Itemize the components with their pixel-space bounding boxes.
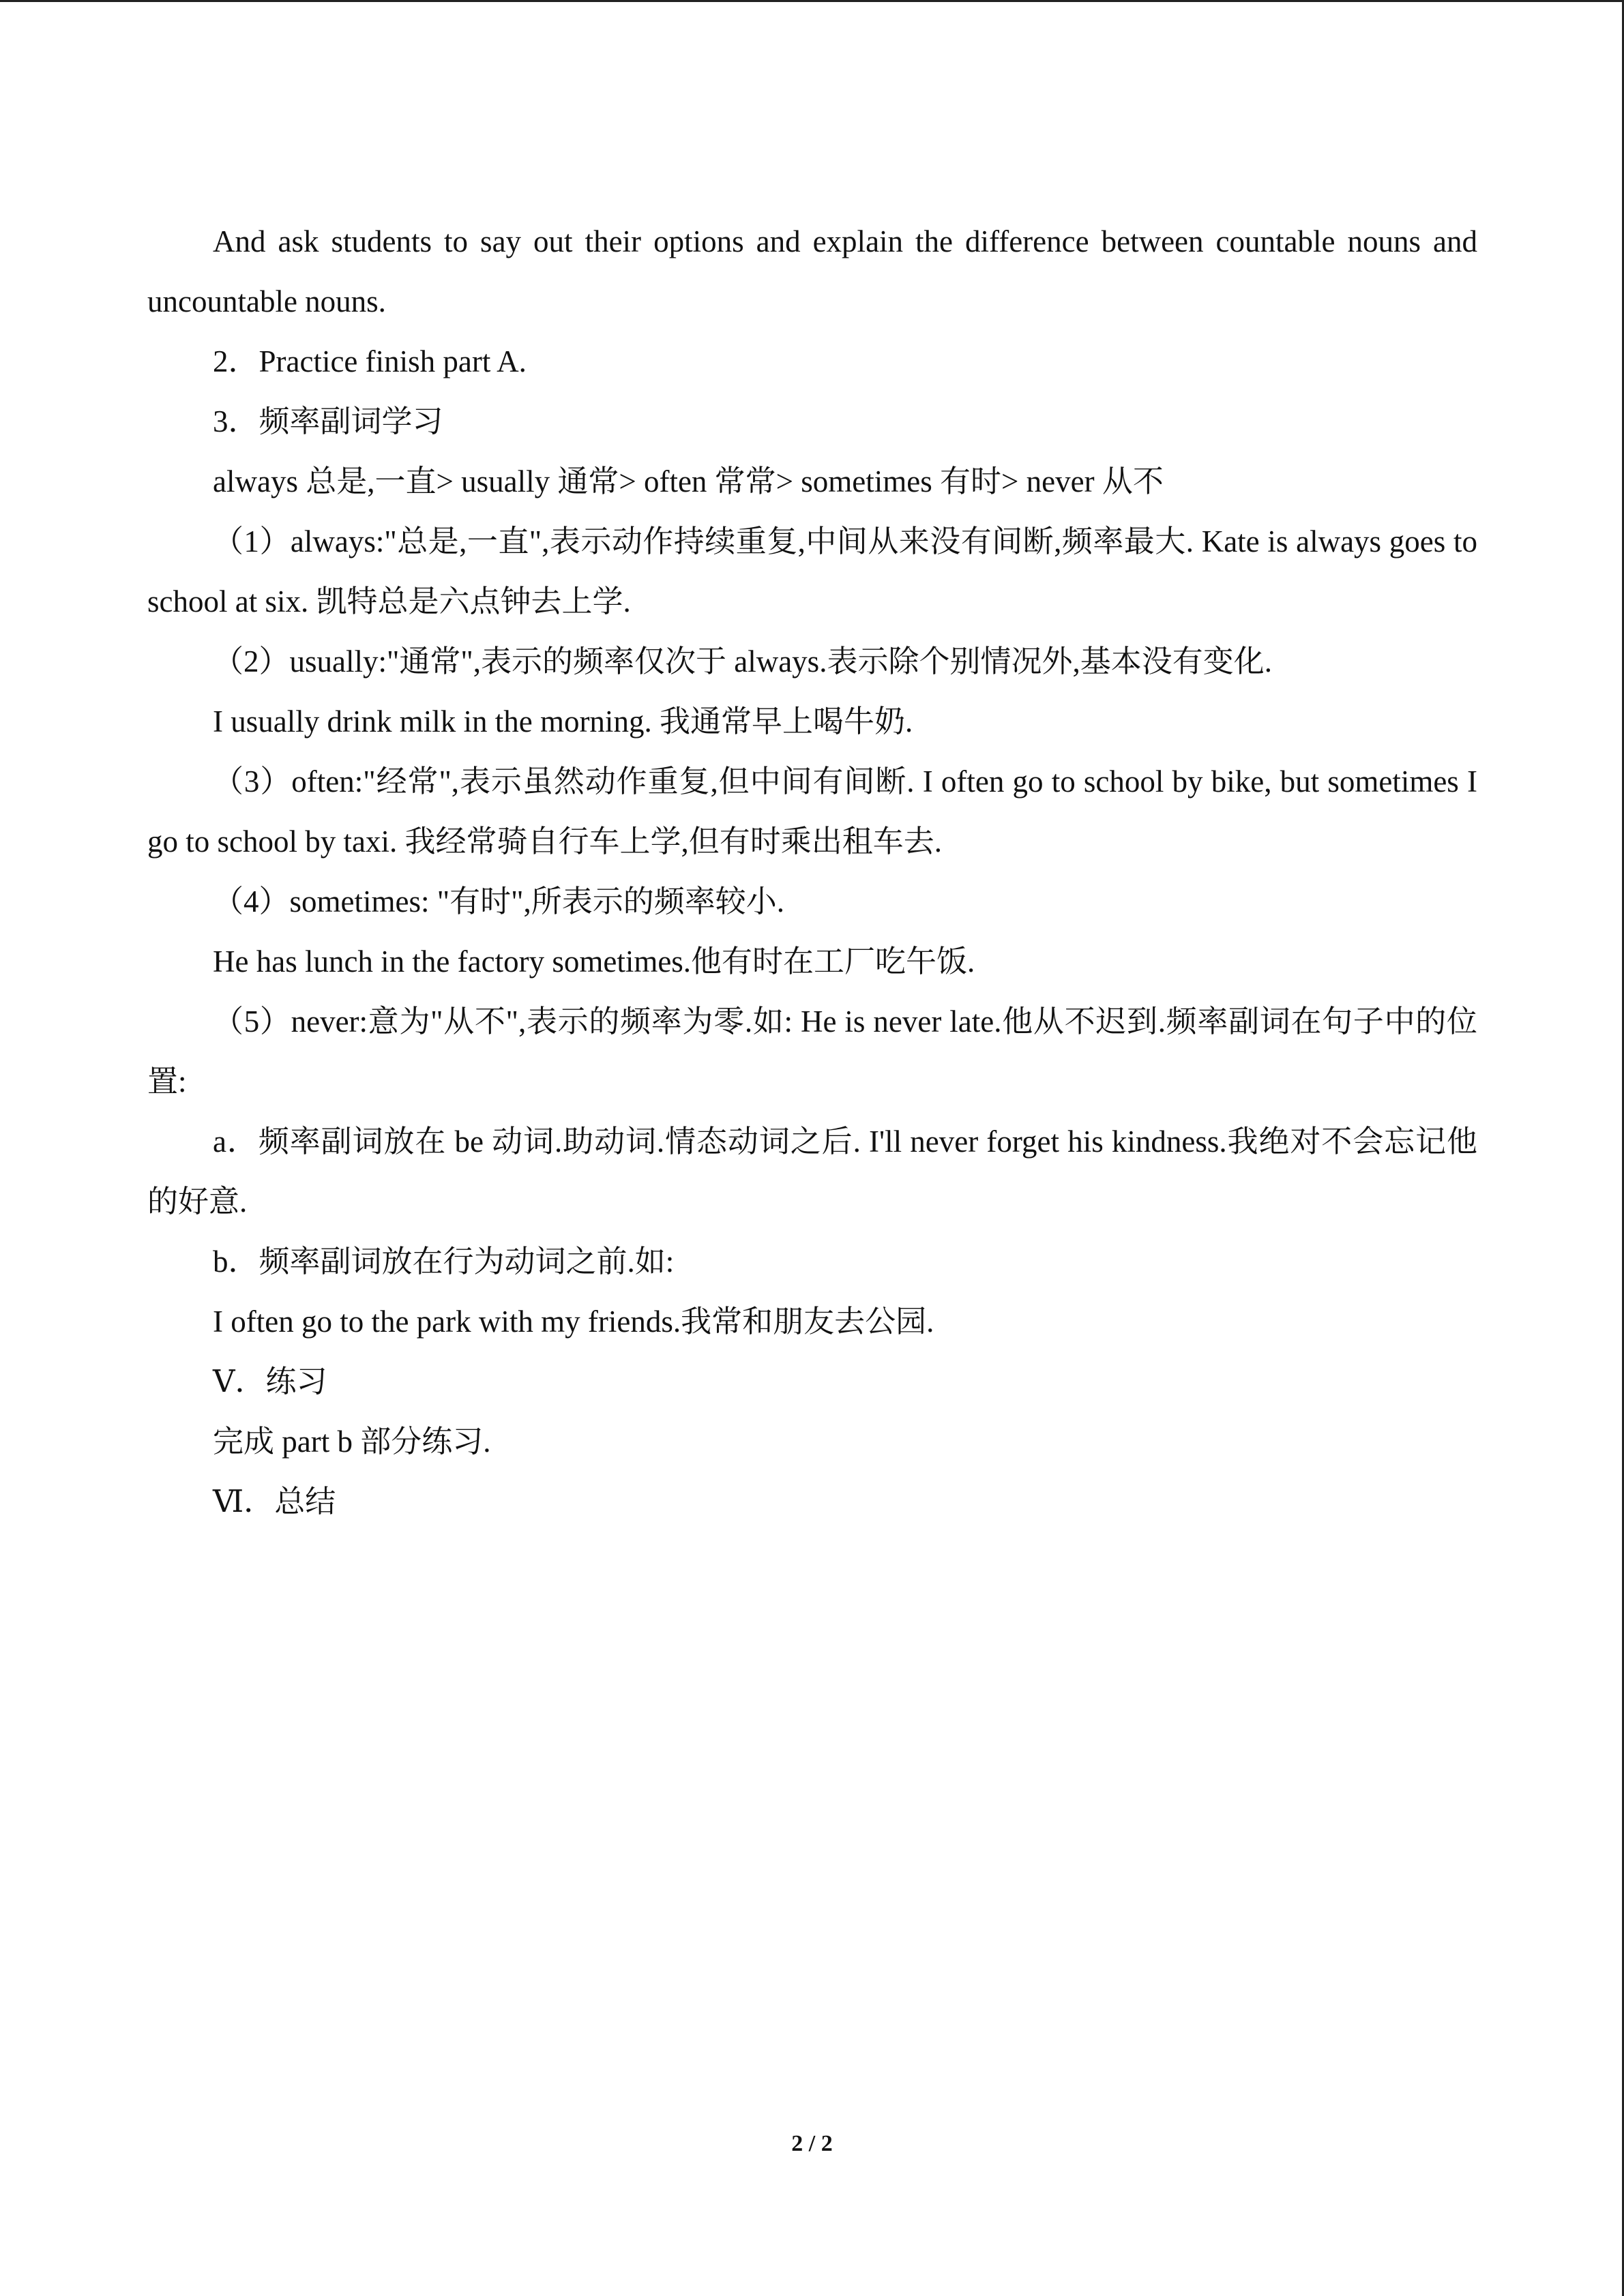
paragraph-usually: （2）usually:"通常",表示的频率仅次于 always.表示除个别情况外,基本没有变化. [213, 644, 1272, 679]
paragraph-rule-b-example: I often go to the park with my friends.我常和朋友去公园. [213, 1304, 934, 1339]
paragraph-rule-b: b．频率副词放在行为动词之前.如: [213, 1244, 675, 1279]
paragraph-always: （1）always:"总是,一直",表示动作持续重复,中间从来没有间断,频率最大. Kate is always goes to school at six. 凯特总是六点钟去上学. [147, 524, 1477, 618]
paragraph-intro: And ask students to say out their options and explain the difference between countable nouns and uncountable nouns. [147, 224, 1477, 318]
document-body [147, 211, 1477, 1532]
paragraph-rule-a: a．频率副词放在 be 动词.助动词.情态动词之后. I'll never forget his kindness.我绝对不会忘记他的好意. [147, 1124, 1477, 1219]
paragraph-often: （3）often:"经常",表示虽然动作重复,但中间有间断. I often go to school by bike, but sometimes I go to school by taxi. 我经常骑自行车上学,但有时乘出租车去. [147, 764, 1477, 859]
page-top-border [0, 0, 1624, 2]
heading-exercise: Ⅴ．练习 [213, 1365, 327, 1399]
page-number: 2 / 2 [791, 2131, 833, 2156]
paragraph-sometimes-example: He has lunch in the factory sometimes.他有时在工厂吃午饭. [213, 944, 975, 979]
heading-summary: Ⅵ．总结 [213, 1485, 336, 1519]
heading-frequency-adverbs: 3．频率副词学习 [213, 404, 443, 438]
paragraph-sometimes: （4）sometimes: "有时",所表示的频率较小. [213, 884, 784, 919]
paragraph-exercise-task: 完成 part b 部分练习. [213, 1425, 491, 1459]
paragraph-usually-example: I usually drink milk in the morning. 我通常早上喝牛奶. [213, 704, 913, 739]
paragraph-never: （5）never:意为"从不",表示的频率为零.如: He is never late.他从不迟到.频率副词在句子中的位置: [147, 1004, 1477, 1099]
paragraph-adverb-scale: always 总是,一直> usually 通常> often 常常> sometimes 有时> never 从不 [213, 464, 1164, 498]
paragraph-practice-part-a: 2．Practice finish part A. [213, 344, 527, 378]
